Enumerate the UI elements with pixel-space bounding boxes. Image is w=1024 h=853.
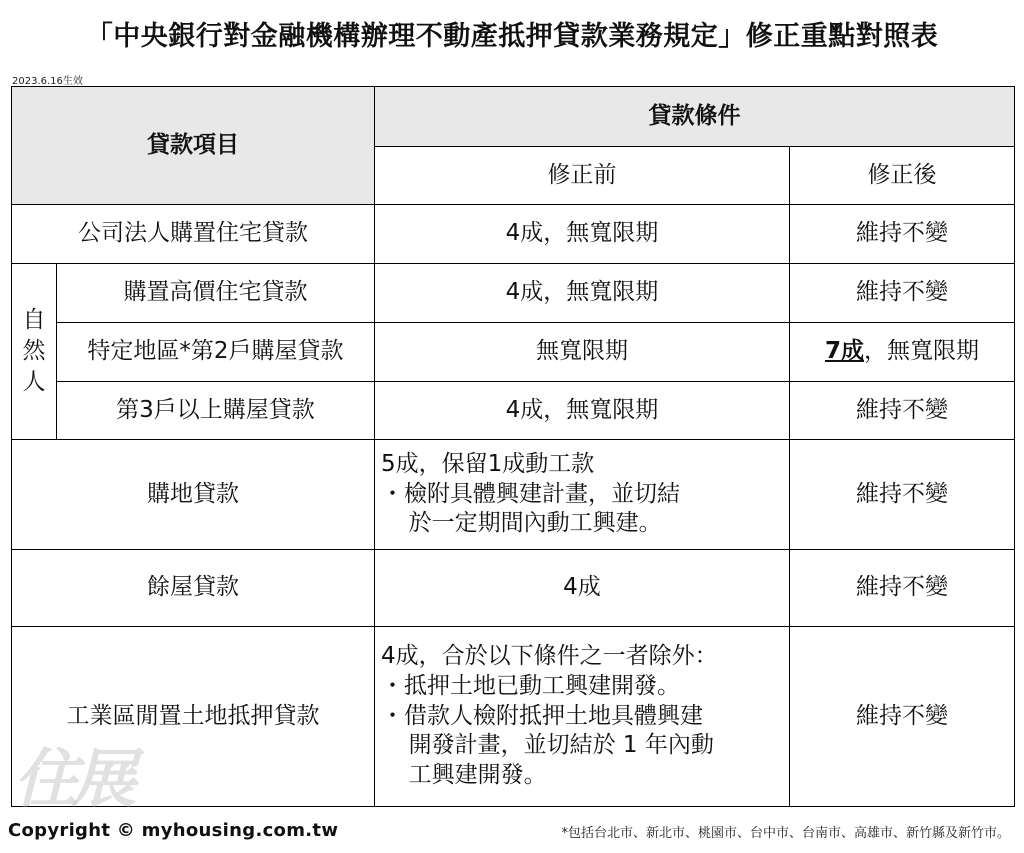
row-second-before: 無寬限期 [375,323,790,382]
row-hv-before: 4成，無寬限期 [375,264,790,323]
page-title: 「中央銀行對金融機構辦理不動產抵押貸款業務規定」修正重點對照表 [85,21,939,52]
row-industrial-item: 工業區閒置土地抵押貸款 [12,627,375,807]
row-land-before-l1: 5成，保留1成動工款 [381,450,595,477]
header-after: 修正後 [790,147,1015,205]
row-corp-before: 4成，無寬限期 [375,205,790,264]
table-row [12,264,1015,323]
row-third-before: 4成，無寬限期 [375,382,790,440]
row-land-item: 購地貸款 [12,440,375,550]
row-hv-after: 維持不變 [790,264,1015,323]
row-land-after: 維持不變 [790,440,1015,550]
footnote: *包括台北市、新北市、桃園市、台中市、台南市、高雄市、新竹縣及新竹市。 [561,826,1010,841]
row-land-before-l2: ・檢附具體興建計畫，並切結 [381,480,680,507]
table-row [12,550,1015,627]
table-row [12,382,1015,440]
row-second-after-rest: ，無寬限期 [864,338,979,365]
row-industrial-before [375,627,790,807]
row-land-before [375,440,790,550]
row-industrial-before-l4: 開發計畫，並切結於 1 年內動 [408,732,714,759]
row-industrial-after: 維持不變 [790,627,1015,807]
row-industrial-before-l3: ・借款人檢附抵押土地具體興建 [381,702,703,729]
table-row [12,205,1015,264]
row-second-after-highlight: 7成 [824,338,864,365]
row-third-after: 維持不變 [790,382,1015,440]
copyright: Copyright © myhousing.com.tw [8,820,339,841]
watermark-logo: 住展 [14,742,130,817]
row-second-after [790,323,1015,382]
natural-person-label [12,264,57,440]
row-second-item: 特定地區*第2戶購屋貸款 [57,323,375,382]
table-row [12,440,1015,550]
row-corp-after: 維持不變 [790,205,1015,264]
row-industrial-before-l1: 4成，合於以下條件之一者除外： [381,642,718,669]
effective-date: 2023.6.16生效 [12,76,83,87]
row-industrial-before-l5: 工興建開發。 [408,762,547,789]
row-hv-item: 購置高價住宅貸款 [57,264,375,323]
row-remaining-item: 餘屋貸款 [12,550,375,627]
comparison-table [11,86,1015,807]
table-row [12,323,1015,382]
natural-person-text: 自然人 [22,306,46,396]
header-before: 修正前 [375,147,790,205]
row-land-before-l3: 於一定期間內動工興建。 [408,510,662,537]
row-third-item: 第3戶以上購屋貸款 [57,382,375,440]
row-industrial-before-l2: ・抵押土地已動工興建開發。 [381,672,680,699]
row-remaining-after: 維持不變 [790,550,1015,627]
header-conditions: 貸款條件 [375,87,1015,147]
table-row [12,627,1015,807]
row-corp-item: 公司法人購置住宅貸款 [12,205,375,264]
row-remaining-before: 4成 [375,550,790,627]
header-item: 貸款項目 [12,87,375,205]
